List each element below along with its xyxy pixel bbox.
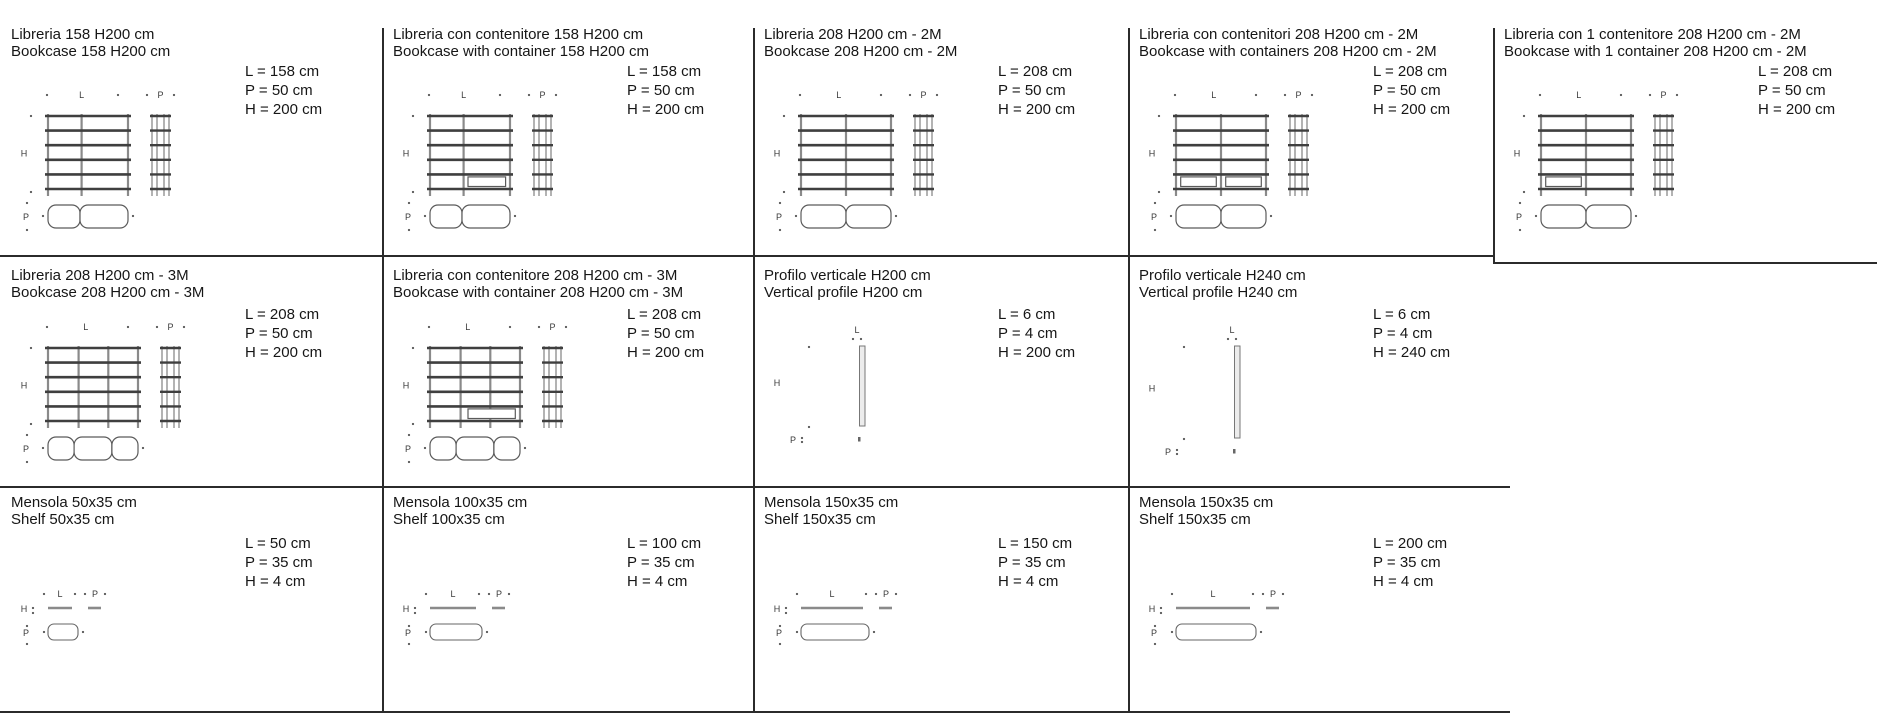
length-dimension-label: L (1576, 90, 1582, 100)
dimension-depth-line: P = 4 cm (998, 325, 1058, 342)
product-title-english: Bookcase 208 H200 cm - 2M (764, 43, 958, 60)
technical-drawing-bookcase (382, 255, 753, 486)
dimension-height-line: H = 200 cm (1758, 101, 1836, 118)
depth-dimension-label: P (404, 444, 412, 454)
product-title-italian: Mensola 150x35 cm (1139, 494, 1274, 511)
dimension-height-line: H = 240 cm (1373, 344, 1451, 361)
depth-dimension-label: P (404, 628, 412, 638)
product-cell (1128, 486, 1493, 714)
product-cell (753, 0, 1128, 255)
grid-divider-horizontal (0, 486, 1510, 488)
product-cell (753, 486, 1128, 714)
product-title-italian: Mensola 100x35 cm (393, 494, 528, 511)
depth-dimension-label: P (1660, 90, 1667, 100)
depth-dimension-label: P (539, 90, 546, 100)
length-dimension-label: L (79, 90, 85, 100)
dimension-length-line: L = 6 cm (998, 306, 1056, 323)
dimension-length-line: L = 200 cm (1373, 535, 1448, 552)
length-dimension-label: L (1211, 90, 1217, 100)
length-dimension-label: L (57, 589, 63, 599)
product-cell (1493, 0, 1900, 255)
dimension-height-line: H = 4 cm (627, 573, 688, 590)
length-dimension-label: L (829, 589, 835, 599)
depth-dimension-label: P (549, 322, 556, 332)
dimension-depth-line: P = 50 cm (627, 325, 695, 342)
grid-divider-vertical (382, 28, 384, 255)
length-dimension-label: L (83, 322, 89, 332)
technical-drawing-shelf (1128, 486, 1493, 714)
depth-dimension-label: P (775, 212, 783, 222)
technical-drawing-profile (1128, 255, 1493, 486)
grid-divider-vertical (1128, 486, 1130, 713)
product-title-english: Shelf 150x35 cm (764, 511, 876, 528)
product-cell (0, 255, 382, 486)
product-title-italian: Libreria con contenitori 208 H200 cm - 2M (1139, 26, 1419, 43)
height-dimension-label: H (402, 604, 410, 614)
dimension-height-line: H = 200 cm (627, 101, 705, 118)
dimension-length-line: L = 208 cm (1373, 63, 1448, 80)
technical-drawing-bookcase (753, 0, 1128, 255)
dimension-depth-line: P = 50 cm (627, 82, 695, 99)
product-title-english: Bookcase with 1 container 208 H200 cm - 2M (1504, 43, 1807, 60)
height-dimension-label: H (773, 148, 781, 159)
height-dimension-label: H (20, 148, 28, 159)
product-title-italian: Libreria 208 H200 cm - 2M (764, 26, 942, 43)
depth-dimension-label: P (1150, 212, 1158, 222)
grid-divider-vertical (753, 486, 755, 713)
technical-drawing-bookcase (382, 0, 753, 255)
product-title-english: Bookcase 208 H200 cm - 3M (11, 284, 205, 301)
depth-dimension-label: P (404, 212, 412, 222)
technical-drawing-profile (753, 255, 1128, 486)
dimension-height-line: H = 200 cm (998, 344, 1076, 361)
dimension-height-line: H = 4 cm (245, 573, 306, 590)
dimension-depth-line: P = 35 cm (245, 554, 313, 571)
product-title-italian: Profilo verticale H240 cm (1139, 267, 1306, 284)
dimension-length-line: L = 6 cm (1373, 306, 1431, 323)
depth-dimension-label: P (1164, 447, 1172, 457)
technical-drawing-bookcase (1128, 0, 1493, 255)
dimension-length-line: L = 158 cm (245, 63, 320, 80)
length-dimension-label: L (450, 589, 456, 599)
product-title-english: Bookcase with containers 208 H200 cm - 2M (1139, 43, 1437, 60)
length-dimension-label: L (1229, 325, 1235, 335)
product-title-english: Vertical profile H200 cm (764, 284, 923, 301)
dimension-length-line: L = 50 cm (245, 535, 311, 552)
product-title-english: Vertical profile H240 cm (1139, 284, 1298, 301)
product-title-english: Bookcase with container 158 H200 cm (393, 43, 649, 60)
product-cell (382, 255, 753, 486)
depth-dimension-label: P (1515, 212, 1523, 222)
dimension-length-line: L = 100 cm (627, 535, 702, 552)
length-dimension-label: L (1210, 589, 1216, 599)
dimension-depth-line: P = 50 cm (998, 82, 1066, 99)
depth-dimension-label: P (167, 322, 174, 332)
height-dimension-label: H (1148, 604, 1156, 614)
grid-divider-horizontal (0, 711, 1510, 713)
length-dimension-label: L (854, 325, 860, 335)
height-dimension-label: H (773, 604, 781, 614)
dimension-depth-line: P = 35 cm (627, 554, 695, 571)
depth-dimension-label: P (22, 628, 30, 638)
technical-drawing-bookcase (1493, 0, 1900, 255)
grid-divider-vertical (1128, 28, 1130, 255)
product-title-english: Shelf 50x35 cm (11, 511, 115, 528)
product-title-italian: Mensola 150x35 cm (764, 494, 899, 511)
product-title-italian: Mensola 50x35 cm (11, 494, 137, 511)
dimension-length-line: L = 158 cm (627, 63, 702, 80)
height-dimension-label: H (402, 148, 410, 159)
height-dimension-label: H (1148, 148, 1156, 159)
depth-dimension-label: P (775, 628, 783, 638)
dimension-length-line: L = 208 cm (627, 306, 702, 323)
height-dimension-label: H (1513, 148, 1521, 159)
depth-dimension-label: P (1295, 90, 1302, 100)
grid-divider-vertical (1128, 255, 1130, 486)
dimension-length-line: L = 150 cm (998, 535, 1073, 552)
product-title-italian: Libreria 158 H200 cm (11, 26, 155, 43)
grid-divider-vertical (753, 255, 755, 486)
grid-divider-vertical (753, 28, 755, 255)
product-cell (1128, 0, 1493, 255)
height-dimension-label: H (1148, 383, 1156, 394)
dimension-height-line: H = 200 cm (1373, 101, 1451, 118)
product-title-italian: Libreria con 1 contenitore 208 H200 cm - 2M (1504, 26, 1801, 43)
grid-divider-horizontal (0, 255, 1493, 257)
depth-dimension-label: P (22, 212, 30, 222)
dimension-length-line: L = 208 cm (998, 63, 1073, 80)
product-title-italian: Libreria con contenitore 158 H200 cm (393, 26, 644, 43)
dimension-depth-line: P = 50 cm (245, 325, 313, 342)
dimension-height-line: H = 4 cm (998, 573, 1059, 590)
length-dimension-label: L (836, 90, 842, 100)
length-dimension-label: L (461, 90, 467, 100)
dimension-depth-line: P = 35 cm (998, 554, 1066, 571)
grid-divider-horizontal (1493, 262, 1877, 264)
technical-drawing-shelf (753, 486, 1128, 714)
height-dimension-label: H (773, 378, 781, 388)
depth-dimension-label: P (157, 90, 164, 100)
height-dimension-label: H (402, 380, 410, 391)
technical-drawing-shelf (382, 486, 753, 714)
dimension-depth-line: P = 50 cm (1373, 82, 1441, 99)
depth-dimension-label: P (22, 444, 30, 454)
length-dimension-label: L (465, 322, 471, 332)
dimension-depth-line: P = 50 cm (245, 82, 313, 99)
product-cell (753, 255, 1128, 486)
dimension-height-line: H = 200 cm (998, 101, 1076, 118)
product-title-english: Bookcase 158 H200 cm (11, 43, 171, 60)
depth-dimension-label: P (1269, 589, 1277, 599)
product-cell (382, 0, 753, 255)
grid-divider-vertical (382, 255, 384, 486)
dimension-height-line: H = 4 cm (1373, 573, 1434, 590)
product-cell (0, 0, 382, 255)
technical-drawing-bookcase (0, 255, 382, 486)
product-title-italian: Libreria con contenitore 208 H200 cm - 3M (393, 267, 678, 284)
depth-dimension-label: P (495, 589, 503, 599)
dimension-length-line: L = 208 cm (1758, 63, 1833, 80)
depth-dimension-label: P (91, 589, 99, 599)
depth-dimension-label: P (882, 589, 890, 599)
depth-dimension-label: P (789, 435, 797, 445)
product-cell (0, 486, 382, 714)
height-dimension-label: H (20, 380, 28, 391)
dimension-depth-line: P = 4 cm (1373, 325, 1433, 342)
product-cell (1128, 255, 1493, 486)
product-title-english: Bookcase with container 208 H200 cm - 3M (393, 284, 684, 301)
grid-divider-vertical (1493, 28, 1495, 262)
product-title-english: Shelf 100x35 cm (393, 511, 505, 528)
product-cell (382, 486, 753, 714)
dimension-height-line: H = 200 cm (245, 101, 323, 118)
technical-drawing-bookcase (0, 0, 382, 255)
depth-dimension-label: P (1150, 628, 1158, 638)
product-title-italian: Libreria 208 H200 cm - 3M (11, 267, 189, 284)
dimension-depth-line: P = 50 cm (1758, 82, 1826, 99)
technical-drawing-shelf (0, 486, 382, 714)
product-title-english: Shelf 150x35 cm (1139, 511, 1251, 528)
height-dimension-label: H (20, 604, 28, 614)
dimension-length-line: L = 208 cm (245, 306, 320, 323)
grid-divider-vertical (382, 486, 384, 713)
dimension-height-line: H = 200 cm (627, 344, 705, 361)
dimension-depth-line: P = 35 cm (1373, 554, 1441, 571)
depth-dimension-label: P (920, 90, 927, 100)
product-title-italian: Profilo verticale H200 cm (764, 267, 931, 284)
dimension-height-line: H = 200 cm (245, 344, 323, 361)
